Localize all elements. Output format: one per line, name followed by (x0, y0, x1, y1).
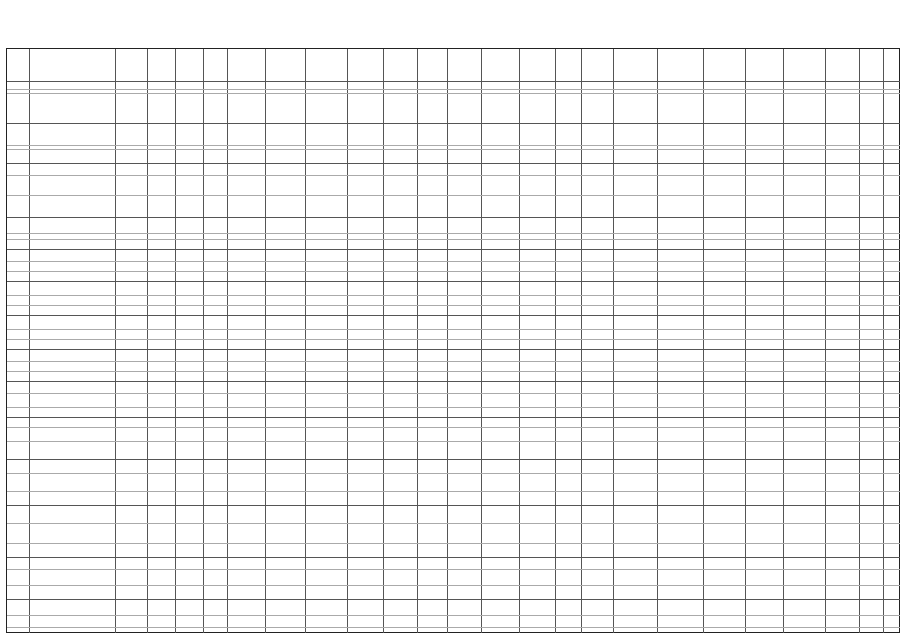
row-divider (7, 175, 900, 176)
row-divider (7, 315, 900, 316)
column-divider (147, 49, 148, 633)
column-divider (481, 49, 482, 633)
row-divider (7, 627, 900, 628)
row-divider (7, 491, 900, 492)
page-number-area (0, 22, 905, 32)
row-divider (7, 523, 900, 524)
row-divider (7, 123, 900, 124)
column-divider (657, 49, 658, 633)
column-divider (825, 49, 826, 633)
row-divider (7, 239, 900, 240)
column-divider (203, 49, 204, 633)
row-divider (7, 505, 900, 506)
column-divider (745, 49, 746, 633)
row-divider (7, 89, 900, 90)
column-divider (519, 49, 520, 633)
column-divider (783, 49, 784, 633)
column-divider (555, 49, 556, 633)
row-divider (7, 305, 900, 306)
row-divider (7, 407, 900, 408)
row-divider (7, 149, 900, 150)
row-divider (7, 557, 900, 558)
row-divider (7, 261, 900, 262)
row-divider (7, 361, 900, 362)
column-divider (347, 49, 348, 633)
row-divider (7, 615, 900, 616)
row-divider (7, 195, 900, 196)
column-divider (227, 49, 228, 633)
row-divider (7, 233, 900, 234)
row-divider (7, 585, 900, 586)
column-divider (883, 49, 884, 633)
table-right-border (899, 49, 900, 633)
row-divider (7, 145, 900, 146)
row-divider (7, 599, 900, 600)
row-divider (7, 543, 900, 544)
column-divider (613, 49, 614, 633)
row-divider (7, 417, 900, 418)
row-divider (7, 473, 900, 474)
row-divider (7, 459, 900, 460)
row-divider (7, 271, 900, 272)
column-divider (383, 49, 384, 633)
column-divider (417, 49, 418, 633)
row-divider (7, 217, 900, 218)
row-divider (7, 81, 900, 82)
row-divider (7, 441, 900, 442)
row-divider (7, 329, 900, 330)
row-divider (7, 393, 900, 394)
row-divider (7, 381, 900, 382)
row-divider (7, 371, 900, 372)
column-divider (581, 49, 582, 633)
row-divider (7, 569, 900, 570)
column-divider (305, 49, 306, 633)
column-divider (447, 49, 448, 633)
column-divider (175, 49, 176, 633)
budget-table (6, 48, 900, 633)
row-divider (7, 295, 900, 296)
row-divider (7, 427, 900, 428)
column-divider (703, 49, 704, 633)
column-divider (29, 49, 30, 633)
column-divider (115, 49, 116, 633)
column-divider (859, 49, 860, 633)
row-divider (7, 163, 900, 164)
row-divider (7, 93, 900, 94)
row-divider (7, 349, 900, 350)
row-divider (7, 281, 900, 282)
table-bottom-border (7, 632, 900, 633)
row-divider (7, 249, 900, 250)
row-divider (7, 339, 900, 340)
column-divider (265, 49, 266, 633)
